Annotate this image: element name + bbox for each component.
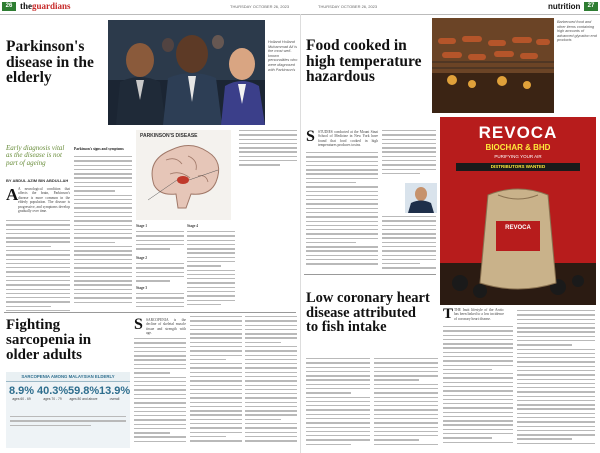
ad-tagline: BIOCHAR & BHD <box>485 143 551 152</box>
section-name: nutrition <box>548 2 581 11</box>
ad-tag: DISTRIBUTORS WANTED <box>456 163 580 171</box>
section-divider-left <box>4 312 296 313</box>
food-headline: Food cooked in high temperature hazardous <box>306 37 422 85</box>
top-bar <box>0 0 600 15</box>
sarcopenia-body-col2 <box>190 316 242 448</box>
stat-value: 40.3% <box>37 385 69 397</box>
sarcopenia-lead: SARCOPENIA is the decline of skeletal muscle tissue and strength with age. <box>146 318 186 336</box>
person-portrait-icon <box>405 183 437 213</box>
diagram-title: PARKINSON'S DISEASE <box>140 133 198 139</box>
stat-value: 13.9% <box>99 385 130 397</box>
left-date: THURSDAY OCTOBER 26, 2023 <box>230 4 290 9</box>
food-body-col2 <box>382 130 436 180</box>
stat-value: 59.8% <box>68 385 100 397</box>
coronary-body-col2 <box>374 358 438 450</box>
person-portrait-icon <box>108 20 265 125</box>
ad-subtitle: PURIFYING YOUR AIR <box>494 154 542 159</box>
stage-2-label: Stage 2 <box>136 256 148 260</box>
coronary-body-col3 <box>443 326 513 450</box>
stat-label: ages 70 - 79 <box>43 397 62 401</box>
parkinsons-standfirst: Early diagnosis vital as the disease is not part of ageing <box>6 144 65 167</box>
page-fold <box>300 14 301 453</box>
right-date: THURSDAY OCTOBER 26, 2023 <box>318 4 378 9</box>
parkinsons-diagram <box>136 130 231 220</box>
infographic-notes <box>10 416 126 444</box>
author-portrait <box>405 183 437 213</box>
revoca-ad <box>440 117 596 305</box>
stage-4-label: Stage 4 <box>187 224 199 228</box>
coronary-dropcap: T <box>443 306 454 322</box>
stat-value: 8.9% <box>8 385 35 397</box>
parkinsons-photo <box>108 20 265 125</box>
stat-item <box>37 385 68 401</box>
coronary-lead: THE Inuit lifestyle of the Arctic has been linked to a low incidence of coronary heart disease. <box>454 308 504 321</box>
stage-3-label: Stage 3 <box>136 286 148 290</box>
stage-1-text <box>136 231 184 253</box>
parkinsons-body-col2 <box>74 156 132 308</box>
sarcopenia-dropcap: S <box>134 316 143 333</box>
coronary-body-col1 <box>306 358 370 450</box>
parkinsons-body-col1 <box>6 220 70 315</box>
parkinsons-dropcap: A <box>6 185 19 204</box>
brand-logo <box>20 1 71 11</box>
stat-item <box>6 385 37 401</box>
food-photo <box>432 18 554 113</box>
coronary-body-col4 <box>517 310 595 450</box>
sarcopenia-body-col1 <box>134 338 186 448</box>
brand-name: guardians <box>32 1 71 11</box>
sarcopenia-infographic <box>6 372 130 448</box>
stat-label: overall <box>109 397 120 401</box>
left-page-number: 26 <box>2 2 16 11</box>
stage-4-text <box>187 231 235 311</box>
stat-label: ages 80 and above <box>69 397 98 401</box>
stat-item <box>99 385 130 401</box>
brand-prefix: the <box>20 1 32 11</box>
stage-2-text <box>136 263 184 283</box>
ad-brand: REVOCA <box>478 123 558 142</box>
sarcopenia-banner: SARCOPENIA AMONG MALAYSIAN ELDERLY <box>6 372 130 382</box>
bag-label: REVOCA <box>505 225 531 231</box>
parkinsons-intro: A neurological condition that affects the brain, Parkinson's disease is more common in the elderly population. The disease is progressive, and symptoms develop gradually over time. <box>18 187 70 214</box>
food-lead: STUDIES conducted at the Mount Sinai School of Medicine in New York have found that food cooked in high temperatures produces toxins. <box>318 130 378 148</box>
stage-1-label: Stage 1 <box>136 224 148 228</box>
stat-item <box>68 385 99 401</box>
sarcopenia-body-col3 <box>245 316 297 448</box>
food-body-col1 <box>306 152 378 270</box>
coronary-headline: Low coronary heart disease attributed to fish intake <box>306 290 430 335</box>
food-dropcap: S <box>306 128 315 145</box>
brain-diagram-icon <box>136 130 231 220</box>
barbecue-grill-icon <box>432 18 554 113</box>
section-divider-right <box>304 274 436 275</box>
parkinsons-body-col5 <box>239 130 297 170</box>
charcoal-bag-icon <box>440 173 596 305</box>
stage-3-text <box>136 293 184 313</box>
stat-label: ages 60 - 69 <box>12 397 31 401</box>
parkinsons-byline: BY ABDUL AZIM BIN ABDULLAH <box>6 178 69 183</box>
parkinsons-photo-caption: Holland Holland Muhammad Ali is the most well-known personalities who were diagnosed with Parkinson's <box>268 40 298 72</box>
sarcopenia-headline: Fighting sarcopenia in older adults <box>6 317 92 363</box>
right-page-number: 27 <box>584 2 598 11</box>
food-body-col3 <box>382 216 436 272</box>
parkinsons-symptoms-heading: Parkinson's signs and symptoms <box>74 147 124 151</box>
parkinsons-headline: Parkinson's disease in the elderly <box>6 38 94 86</box>
food-photo-caption: Barbecued food and other items containing high amounts of advanced glycation end products <box>557 20 597 43</box>
